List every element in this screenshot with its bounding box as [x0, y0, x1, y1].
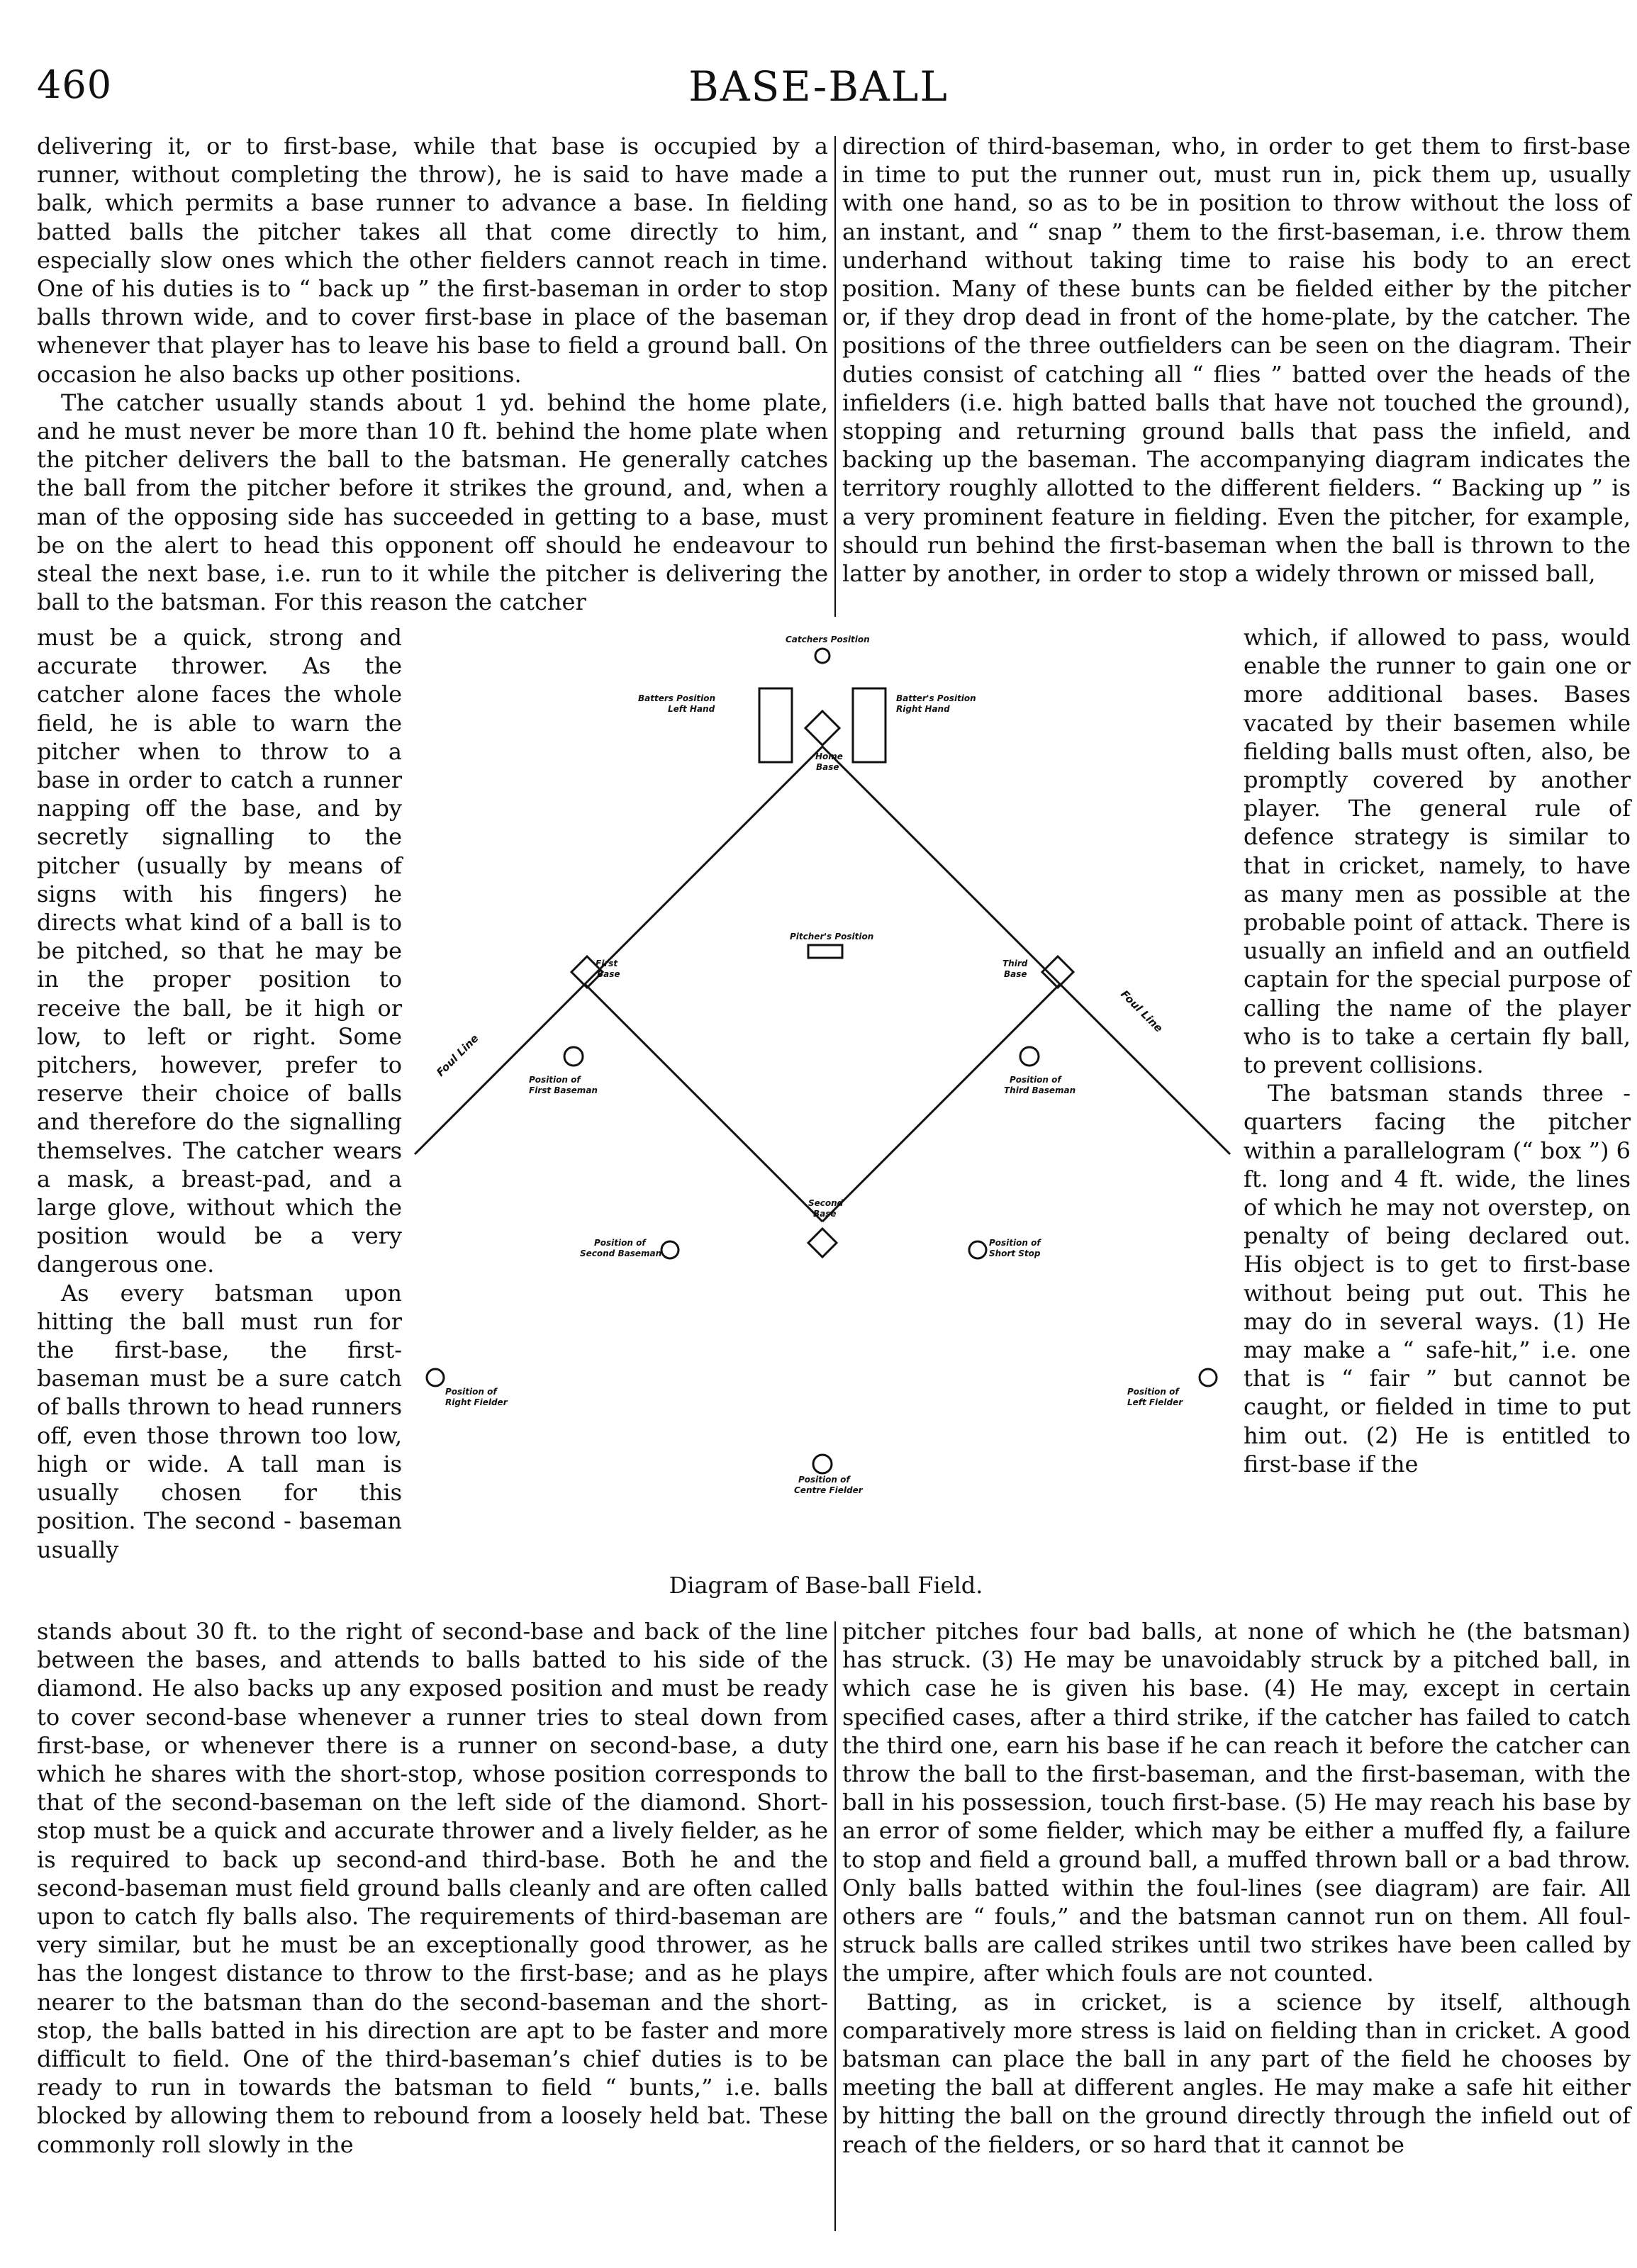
paragraph: The catcher usually stands about 1 yd. behind the home plate, and he must never be more than 10 ft. behind the home plate when the pitcher delivers the ball to the batsman. He generally catches the ball from the pitcher before it strikes the ground, and, when a man of the opposing side has succeeded in getting to a base, must be on the alert to head this opponent off should he endeavour to steal the next base, i.e. run to it while the pitcher is delivering the ball to the batsman. For this reason the catcher: [37, 389, 828, 616]
text-column-left-bottom: [37, 1617, 828, 2159]
page-number: 460: [37, 62, 113, 107]
column-rule-bottom: [834, 1621, 836, 2231]
paragraph: pitcher pitches four bad balls, at none of which he (the batsman) has struck. (3) He may be unavoidably struck by a pitched ball, in which case he is given his base. (4) He may, except in certain specified cases, after a third strike, if the catcher has failed to catch the third one, earn his base if he can reach it before the catcher can throw the ball to the first-baseman, and the first-baseman, with the ball in his possession, touch first-base. (5) He may reach his base by an error of some fielder, which may be either a muffed fly, a failure to stop and field a ground ball, a muffed thrown ball or a bad throw. Only balls batted within the foul-lines (see diagram) are fair. All others are “ fouls,” and the batsman cannot run on them. All foul-struck balls are called strikes until two strikes have been called by the umpire, after which fouls are not counted.: [842, 1618, 1631, 1987]
second-base-bag: [808, 1229, 837, 1257]
base-path-third-second: [822, 984, 1060, 1222]
paragraph: Batting, as in cricket, is a science by itself, although comparatively more stress is laid on fielding than in cricket. A good batsman can place the ball in any part of the field he chooses by meeting the ball at different angles. He may make a safe hit either by hitting the ball on the ground directly through the infield out of reach of the fielders, or so hard that it cannot be: [842, 1988, 1631, 2158]
short-stop-marker: [969, 1241, 986, 1258]
text-column-right-top: [842, 132, 1631, 588]
paragraph: direction of third-baseman, who, in order to get them to first-base in time to put the runner out, must run in, pick them up, usually with one hand, so as to be in position to throw without the loss of an instant, and “ snap ” them to the first-baseman, i.e. throw them underhand without taking time to raise his body to an erect position. Many of these bunts can be fielded either by the pitcher or, if they drop dead in front of the home-plate, by the catcher. The positions of the three outfielders can be seen on the diagram. Their duties consist of catching all “ flies ” batted over the heads of the infielders (i.e. high batted balls that have not touched the ground), stopping and returning ground balls that pass the infield, and backing up the baseman. The accompanying diagram indicates the territory roughly allotted to the different fielders. “ Backing up ” is a very prominent feature in fielding. Even the pitcher, for example, should run behind the first-baseman when the ball is thrown to the latter by another, in order to stop a widely thrown or missed ball,: [842, 133, 1631, 588]
label-centre-fielder-1: Position of: [798, 1475, 850, 1485]
batters-box-right: [853, 688, 885, 762]
label-pitchers-position: Pitcher's Position: [790, 932, 874, 942]
label-short-stop-2: Short Stop: [989, 1248, 1041, 1258]
label-second-baseman-1: Position of: [594, 1238, 646, 1248]
label-right-fielder-2: Right Fielder: [445, 1397, 508, 1407]
label-first-base-1: First: [596, 959, 618, 968]
label-foul-line-right: Foul Line: [1118, 988, 1166, 1035]
label-batters-right-1: Batter's Position: [896, 693, 976, 703]
baseball-field-diagram: [411, 627, 1241, 1597]
paragraph: stands about 30 ft. to the right of second-base and back of the line between the bases, and attends to balls batted to his side of the diamond. He also backs up any exposed position and must be ready to cover second-base whenever a runner tries to steal down from first-base, or whenever there is a runner on second-base, a duty which he shares with the short-stop, whose position corresponds to that of the second-baseman on the left side of the diamond. Short-stop must be a quick and accurate thrower and a lively fielder, as he is required to back up second-and third-base. Both he and the second-baseman must field ground balls cleanly and are often called upon to catch fly balls also. The requirements of third-baseman are very similar, but he must be an exceptionally good thrower, as he has the longest distance to throw to the first-base; and as he plays nearer to the batsman than do the second-baseman and the short-stop, the balls batted in his direction are apt to be faster and more difficult to field. One of the third-baseman’s chief duties is to be ready to run in towards the batsman to field “ bunts,” i.e. balls blocked by allowing them to rebound from a loosely held bat. These commonly roll slowly in the: [37, 1618, 828, 2158]
label-left-fielder-2: Left Fielder: [1127, 1397, 1183, 1407]
label-batters-right-2: Right Hand: [896, 704, 950, 714]
label-batters-left-1: Batters Position: [638, 693, 716, 703]
label-second-base-1: Second: [808, 1198, 844, 1208]
diagram-caption: Diagram of Base-ball Field.: [669, 1572, 983, 1599]
label-right-fielder-1: Position of: [445, 1387, 497, 1397]
base-path-home-first: [585, 747, 822, 984]
label-third-base-2: Base: [1004, 969, 1027, 979]
paragraph: The batsman stands three - quarters facing the pitcher within a parallelogram (“ box ”) 6 ft. long and 4 ft. wide, the lines of which he may not overstep, on penalty of being declared out. His object is to get to first-base without being put out. This he may do in several ways. (1) He may make a “ safe-hit,” i.e. one that is “ fair ” but cannot be caught, or fielded in time to put him out. (2) He is entitled to first-base if the: [1244, 1080, 1631, 1477]
label-catchers-position: Catchers Position: [786, 635, 870, 644]
paragraph: must be a quick, strong and accurate thrower. As the catcher alone faces the whole field, he is able to warn the pitcher when to throw to a base in order to catch a runner napping off the base, and by secretly signalling to the pitcher (usually by means of signs with his fingers) he directs what kind of a ball is to be pitched, so that he may be in the proper position to receive the ball, be it high or low, to left or right. Some pitchers, however, prefer to reserve their choice of balls and therefore do the signalling themselves. The catcher wears a mask, a breast-pad, and a large glove, without which the position would be a very dangerous one.: [37, 624, 402, 1278]
text-column-left-top: [37, 132, 828, 616]
text-column-right-bottom: [842, 1617, 1631, 2159]
batters-box-left: [759, 688, 792, 762]
first-baseman-marker: [564, 1047, 583, 1066]
label-home-2: Base: [816, 762, 839, 772]
page-title: BASE-BALL: [688, 62, 949, 111]
label-short-stop-1: Position of: [989, 1238, 1041, 1248]
home-base: [805, 711, 839, 745]
paragraph: delivering it, or to first-base, while that base is occupied by a runner, without completing the throw), he is said to have made a balk, which permits a base runner to advance a base. In fielding batted balls the pitcher takes all that come directly to him, especially slow ones which the other fielders cannot reach in time. One of his duties is to “ back up ” the first-baseman in order to stop balls thrown wide, and to cover first-base in place of the baseman whenever that player has to leave his base to field a ground ball. On occasion he also backs up other positions.: [37, 133, 828, 388]
left-fielder-marker: [1200, 1369, 1217, 1386]
pitchers-box: [808, 945, 842, 958]
label-third-baseman-2: Third Baseman: [1004, 1085, 1076, 1095]
label-left-fielder-1: Position of: [1127, 1387, 1179, 1397]
paragraph: which, if allowed to pass, would enable the runner to gain one or more additional bases. Bases vacated by their basemen while fielding balls must often, also, be promptly covered by another player. The general rule of defence strategy is similar to that in cricket, namely, to have as many men as possible at the probable point of attack. There is usually an infield and an outfield captain for the special purpose of calling the name of the player who is to take a certain fly ball, to prevent collisions.: [1244, 624, 1631, 1079]
centre-fielder-marker: [813, 1455, 832, 1473]
third-baseman-marker: [1020, 1047, 1039, 1066]
label-third-base-1: Third: [1002, 959, 1028, 968]
label-centre-fielder-2: Centre Fielder: [794, 1485, 863, 1495]
label-home-1: Home: [815, 752, 843, 761]
catcher-marker: [815, 649, 829, 663]
base-path-first-second: [585, 984, 822, 1222]
label-first-baseman-2: First Baseman: [529, 1085, 598, 1095]
label-second-base-2: Base: [813, 1209, 837, 1219]
label-second-baseman-2: Second Baseman: [580, 1248, 662, 1258]
label-first-baseman-1: Position of: [529, 1075, 581, 1085]
label-foul-line-left: Foul Line: [434, 1032, 481, 1079]
column-rule-top: [834, 136, 836, 617]
label-batters-left-2: Left Hand: [668, 704, 715, 714]
base-path-home-third: [822, 747, 1060, 984]
text-column-right-narrow: [1244, 623, 1631, 1478]
text-column-left-narrow: [37, 623, 402, 1564]
paragraph: As every batsman upon hitting the ball must run for the first-base, the first-baseman must be a sure catch of balls thrown to head runners off, even those thrown too low, high or wide. A tall man is usually chosen for this position. The second - baseman usually: [37, 1279, 402, 1563]
second-baseman-marker: [661, 1241, 678, 1258]
diagram-figure: [411, 627, 1241, 1563]
label-first-base-2: Base: [597, 969, 620, 979]
right-fielder-marker: [427, 1369, 444, 1386]
label-third-baseman-1: Position of: [1010, 1075, 1061, 1085]
